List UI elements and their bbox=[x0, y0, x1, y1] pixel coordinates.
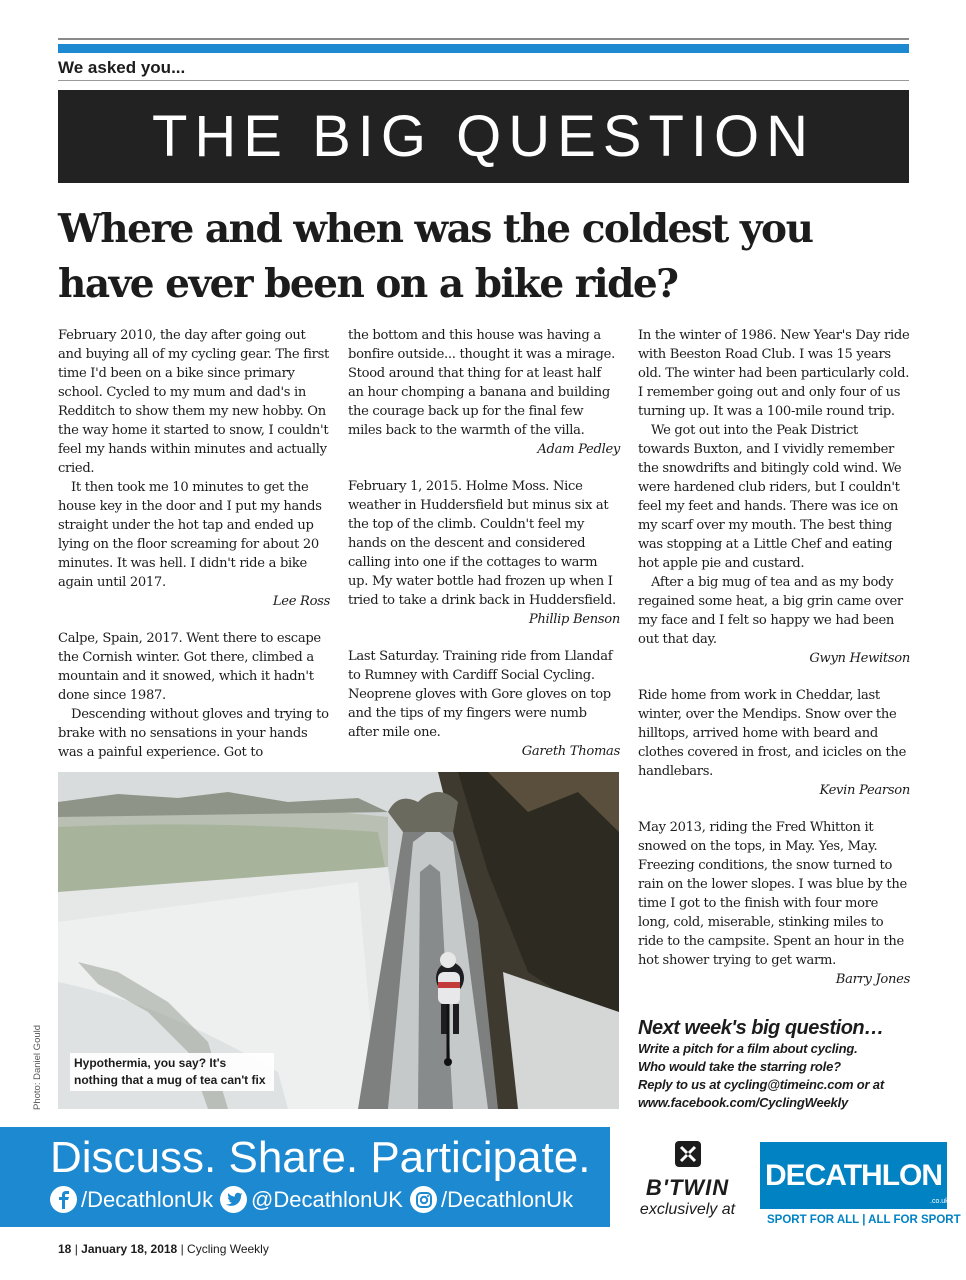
letter-paragraph: Ride home from work in Cheddar, last winter, over the Mendips. Snow over the hilltops, arrived home with beard and clothes covered in frost, and icicles on the handlebars. bbox=[638, 688, 907, 779]
letter-paragraph: the bottom and this house was having a bonfire outside... thought it was a mirage. Stood around that thing for at least half an hour chomping a banana and building the courage back up for the final few miles back to the warmth of the villa. bbox=[348, 328, 615, 438]
top-blue-bar bbox=[58, 44, 909, 53]
issue-date: January 18, 2018 bbox=[81, 1242, 178, 1256]
twitter-icon bbox=[220, 1186, 247, 1213]
photo-credit: Photo: Daniel Gould bbox=[32, 1024, 43, 1110]
letter-signature: Gareth Thomas bbox=[521, 744, 620, 759]
banner-title: THE BIG QUESTION bbox=[151, 104, 816, 169]
facebook-handle: /DecathlonUk bbox=[81, 1186, 214, 1212]
letter-paragraph: Last Saturday. Training ride from Llandaf to Rumney with Cardiff Social Cycling. Neoprene gloves with Gore gloves on top and the tips of my fingers were numb after mile one. bbox=[348, 649, 613, 740]
btwin-wordmark: B'TWIN bbox=[645, 1175, 730, 1200]
next-question-box bbox=[638, 1016, 918, 1112]
column-3 bbox=[638, 326, 910, 989]
btwin-logo bbox=[630, 1140, 745, 1225]
facebook-link[interactable] bbox=[50, 1186, 213, 1213]
top-rule bbox=[58, 38, 909, 40]
page-number: 18 bbox=[58, 1242, 72, 1256]
letter-signature: Phillip Benson bbox=[528, 612, 620, 627]
letter-signature: Barry Jones bbox=[835, 972, 910, 987]
next-question-line: Reply to us at cycling@timeinc.com or at bbox=[638, 1077, 884, 1092]
facebook-icon bbox=[50, 1186, 77, 1213]
instagram-icon bbox=[410, 1186, 437, 1213]
decathlon-tagline: SPORT FOR ALL | ALL FOR SPORT bbox=[767, 1214, 961, 1226]
instagram-link[interactable] bbox=[410, 1186, 573, 1213]
letter-signature: Kevin Pearson bbox=[819, 783, 910, 798]
decathlon-wordmark: DECATHLON bbox=[764, 1158, 943, 1192]
instagram-handle: /DecathlonUk bbox=[441, 1186, 574, 1212]
advert-title: Discuss. Share. Participate. bbox=[50, 1133, 591, 1182]
letter-signature: Adam Pedley bbox=[537, 442, 620, 457]
letter-paragraph: February 1, 2015. Holme Moss. Nice weather in Huddersfield but minus six at the top of the climb. Couldn't feel my hands on the descent and considered calling into one if the cottages to warm up. My water bottle had frozen up when I tried to take a drink back in Huddersfield. bbox=[348, 479, 616, 608]
section-kicker: We asked you... bbox=[58, 58, 186, 77]
letter-paragraph: It then took me 10 minutes to get the house key in the door and I put my hands straight under the hot tap and ended up lying on the floor screaming for about 20 minutes. It was hell. I didn't ride a bike again until 2017. bbox=[58, 480, 322, 590]
next-question-line: Who would take the starring role? bbox=[638, 1059, 841, 1074]
next-question-link[interactable]: www.facebook.com/CyclingWeekly bbox=[638, 1095, 849, 1110]
decathlon-logo[interactable] bbox=[760, 1142, 947, 1209]
btwin-mark-icon bbox=[674, 1140, 702, 1168]
banner bbox=[58, 90, 909, 183]
twitter-handle: @DecathlonUK bbox=[251, 1186, 403, 1212]
headline: Where and when was the coldest you have ever been on a bike ride? bbox=[58, 206, 813, 307]
page-folio: 18 | January 18, 2018 | Cycling Weekly bbox=[58, 1242, 269, 1256]
next-question-title: Next week's big question… bbox=[638, 1017, 884, 1039]
decathlon-domain: .co.uk bbox=[930, 1198, 949, 1205]
exclusively-at: exclusively at bbox=[639, 1201, 736, 1218]
letter-paragraph: In the winter of 1986. New Year's Day ride with Beeston Road Club. I was 15 years old. The winter had been particularly cold. I remember going out and only four of us turning up. It was a 100-mile round trip. bbox=[638, 328, 910, 419]
letter-paragraph: Calpe, Spain, 2017. Went there to escape the Cornish winter. Got there, climbed a mountain and it snowed, which it hadn't done since 1987. bbox=[58, 631, 321, 703]
letter-paragraph: After a big mug of tea and as my body regained some heat, a big grin came over my face and I felt so happy we had been out that day. bbox=[638, 575, 903, 647]
letter-paragraph: We got out into the Peak District towards Buxton, and I vividly remember the snowdrifts and bitingly cold wind. We were hardened club riders, but I couldn't feel my feet and hands. There was ice on my scarf over my mouth. The best thing was stopping at a Little Chef and eating hot apple pie and custard. bbox=[638, 423, 902, 571]
kicker-rule bbox=[58, 80, 909, 81]
letter-signature: Gwyn Hewitson bbox=[809, 651, 910, 666]
photo-caption: Hypothermia, you say? It's nothing that a mug of tea can't fix bbox=[70, 1053, 274, 1091]
twitter-link[interactable] bbox=[220, 1186, 403, 1213]
next-question-line: Write a pitch for a film about cycling. bbox=[638, 1041, 858, 1056]
letter-signature: Lee Ross bbox=[272, 594, 330, 609]
letter-paragraph: Descending without gloves and trying to brake with no sensations in your hands was a painful experience. Got to bbox=[58, 707, 329, 760]
magazine-name: Cycling Weekly bbox=[187, 1242, 269, 1256]
letter-paragraph: May 2013, riding the Fred Whitton it snowed on the tops, in May. Yes, May. Freezing conditions, the snow turned to rain on the lower slopes. I was blue by the time I got to the finish with four more long, cold, miserable, stinking miles to ride to the campsite. Spent an hour in the hot shower trying to get warm. bbox=[638, 820, 907, 968]
column-1 bbox=[58, 326, 330, 762]
column-2 bbox=[348, 326, 620, 761]
letter-paragraph: February 2010, the day after going out and buying all of my cycling gear. The first time I'd been on a bike since primary school. Cycled to my mum and dad's in Redditch to show them my new hobby. On the way home it started to snow, I couldn't feel my hands within minutes and actually cried. bbox=[58, 328, 330, 476]
